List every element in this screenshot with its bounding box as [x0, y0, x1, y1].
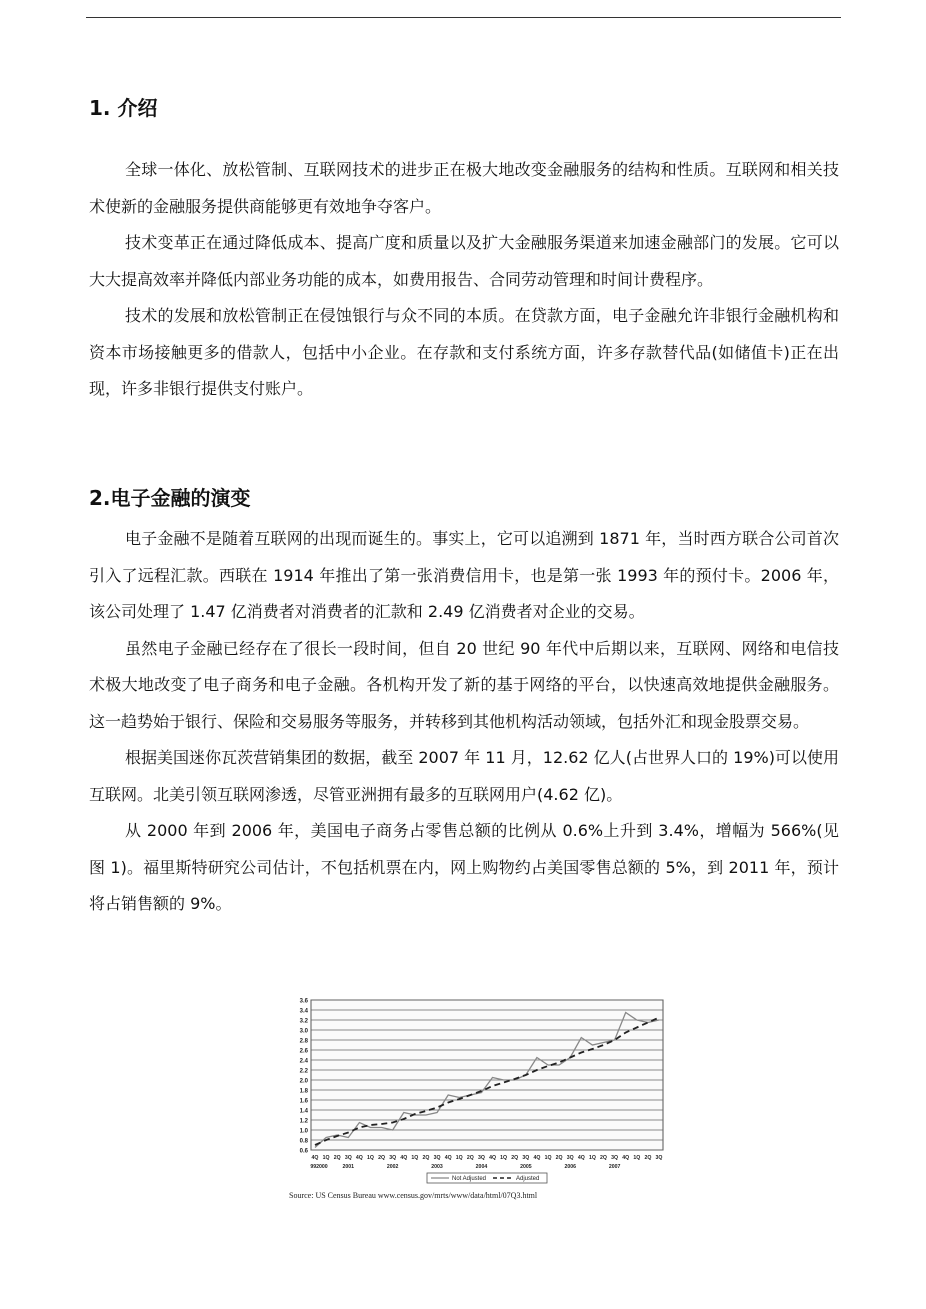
x-tick-label: 1Q [367, 1155, 374, 1161]
x-tick-label: 4Q [489, 1155, 497, 1161]
x-year-label: 2002 [386, 1164, 399, 1170]
y-tick-label: 3.6 [299, 998, 308, 1005]
paragraph: 电子金融不是随着互联网的出现而诞生的。事实上，它可以追溯到 1871 年，当时西方联合公司首次引入了远程汇款。西联在 1914 年推出了第一张消费信用卡，也是第一张 1993 年的预付卡。2006 年，该公司处理了 1.47 亿消费者对消费者的汇款和 2.49 亿消费者对企业的交易。 [89, 529, 839, 621]
x-tick-label: 2Q [466, 1155, 474, 1161]
x-tick-label: 4Q [444, 1155, 452, 1161]
x-year-label: 2006 [564, 1164, 576, 1170]
x-tick-label: 3Q [477, 1155, 485, 1161]
x-tick-label: 2Q [378, 1155, 386, 1161]
legend-label: Adjusted [516, 1176, 540, 1183]
y-tick-label: 0.8 [299, 1138, 308, 1145]
section-intro-body [89, 152, 839, 408]
x-year-label: 992000 [310, 1164, 328, 1170]
x-tick-label: 4Q [622, 1155, 630, 1161]
x-tick-label: 2Q [511, 1155, 519, 1161]
x-tick-label: 2Q [644, 1155, 652, 1161]
x-tick-label: 3Q [566, 1155, 574, 1161]
paragraph: 全球一体化、放松管制、互联网技术的进步正在极大地改变金融服务的结构和性质。互联网和相关技术使新的金融服务提供商能够更有效地争夺客户。 [89, 160, 839, 216]
plot-area [311, 1000, 663, 1150]
legend-label: Not Adjusted [452, 1176, 487, 1183]
x-tick-label: 1Q [588, 1155, 596, 1161]
chart-svg [287, 994, 669, 1204]
x-tick-label: 2Q [600, 1155, 607, 1161]
y-tick-label: 3.4 [299, 1008, 308, 1015]
paragraph: 虽然电子金融已经存在了很长一段时间，但自 20 世纪 90 年代中后期以来，互联网、网络和电信技术极大地改变了电子商务和电子金融。各机构开发了新的基于网络的平台，以快速高效地提供金融服务。这一趋势始于银行、保险和交易服务等服务，并转移到其他机构活动领域，包括外汇和现金股票交易。 [89, 638, 839, 731]
x-tick-label: 3Q [611, 1155, 619, 1161]
x-tick-label: 1Q [455, 1155, 463, 1161]
x-year-label: 2001 [342, 1164, 355, 1170]
x-year-label: 2004 [475, 1164, 488, 1170]
section-evolution-body [89, 521, 839, 923]
x-tick-label: 1Q [544, 1155, 552, 1161]
x-tick-label: 2Q [333, 1155, 341, 1161]
x-tick-label: 3Q [522, 1155, 530, 1161]
paragraph: 技术的发展和放松管制正在侵蚀银行与众不同的本质。在贷款方面，电子金融允许非银行金融机构和资本市场接触更多的借款人，包括中小企业。在存款和支付系统方面，许多存款替代品(如储值卡)正在出现，许多非银行提供支付账户。 [89, 306, 839, 398]
x-tick-label: 4Q [577, 1155, 585, 1161]
top-rule [86, 17, 841, 18]
y-tick-label: 1.6 [299, 1098, 308, 1105]
x-tick-label: 4Q [400, 1155, 408, 1161]
x-year-label: 2005 [520, 1164, 532, 1170]
x-year-label: 2003 [431, 1164, 443, 1170]
y-tick-label: 1.0 [299, 1128, 308, 1135]
x-tick-label: 3Q [344, 1155, 352, 1161]
x-tick-label: 1Q [411, 1155, 419, 1161]
y-tick-label: 2.8 [299, 1038, 308, 1045]
y-tick-label: 2.6 [299, 1048, 308, 1055]
x-tick-label: 4Q [533, 1155, 541, 1161]
paragraph: 技术变革正在通过降低成本、提高广度和质量以及扩大金融服务渠道来加速金融部门的发展。它可以大大提高效率并降低内部业务功能的成本，如费用报告、合同劳动管理和时间计费程序。 [89, 233, 839, 289]
chart-source: Source: US Census Bureau www.census.gov/mrts/www/data/html/07Q3.html [289, 1191, 538, 1200]
y-tick-label: 3.2 [299, 1018, 308, 1025]
y-tick-label: 1.4 [299, 1108, 308, 1115]
y-tick-label: 2.0 [299, 1078, 308, 1085]
ecommerce-share-chart [287, 994, 669, 1204]
x-tick-label: 3Q [389, 1155, 397, 1161]
x-year-label: 2007 [608, 1164, 621, 1170]
x-tick-label: 2Q [422, 1155, 430, 1161]
section-heading-evolution: 2.电子金融的演变 [89, 486, 251, 510]
x-tick-label: 3Q [655, 1155, 663, 1161]
section-heading-intro: 1. 介绍 [89, 96, 158, 120]
x-tick-label: 4Q [311, 1155, 319, 1161]
y-tick-label: 0.6 [299, 1148, 308, 1155]
x-tick-label: 2Q [555, 1155, 563, 1161]
y-tick-label: 3.0 [299, 1028, 308, 1035]
y-tick-label: 2.4 [299, 1058, 308, 1065]
x-tick-label: 1Q [500, 1155, 508, 1161]
x-tick-label: 3Q [433, 1155, 441, 1161]
paragraph: 从 2000 年到 2006 年，美国电子商务占零售总额的比例从 0.6%上升到 3.4%，增幅为 566%(见图 1)。福里斯特研究公司估计，不包括机票在内，网上购物约占美国零售总额的 5%，到 2011 年，预计将占销售额的 9%。 [89, 821, 839, 913]
x-tick-label: 1Q [322, 1155, 330, 1161]
y-tick-label: 1.8 [299, 1088, 308, 1095]
paragraph: 根据美国迷你瓦茨营销集团的数据，截至 2007 年 11 月，12.62 亿人(占世界人口的 19%)可以使用互联网。北美引领互联网渗透，尽管亚洲拥有最多的互联网用户(4.62 亿)。 [89, 748, 839, 804]
x-tick-label: 1Q [633, 1155, 641, 1161]
x-tick-label: 4Q [355, 1155, 363, 1161]
y-tick-label: 2.2 [299, 1068, 308, 1075]
y-tick-label: 1.2 [299, 1118, 308, 1125]
